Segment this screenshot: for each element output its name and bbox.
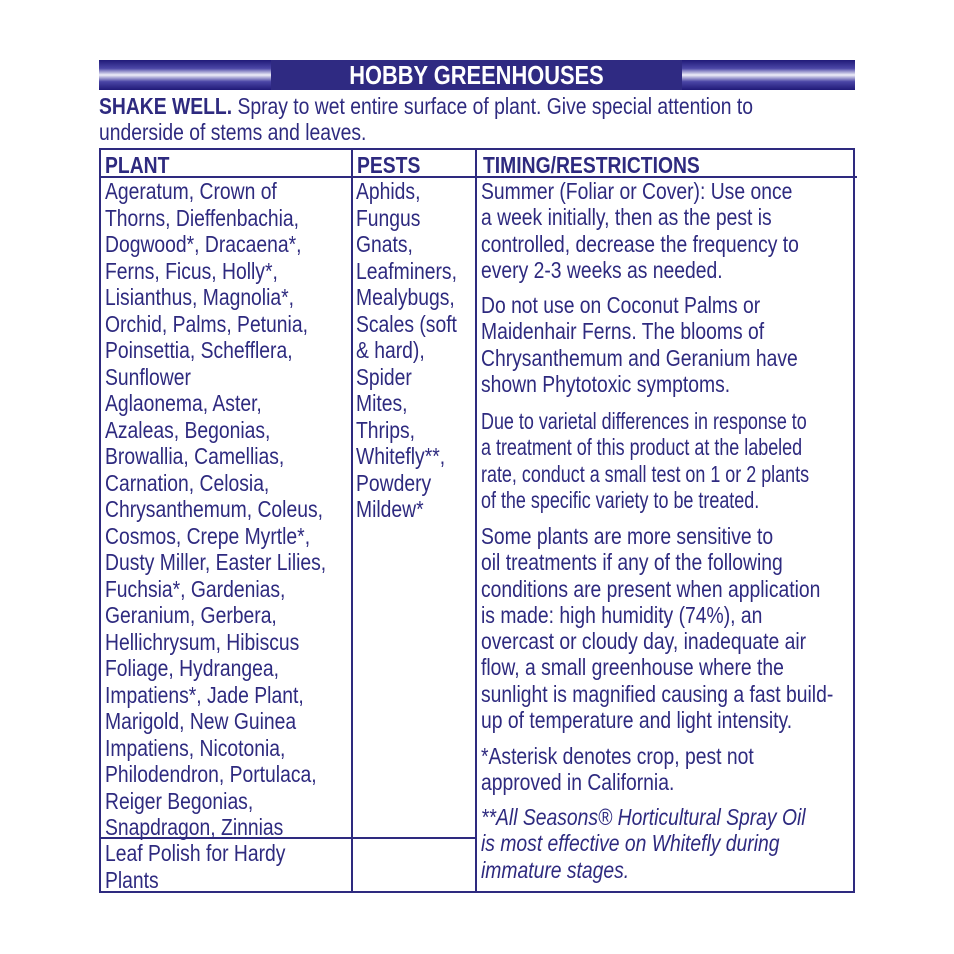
timing-line: oil treatments if any of the following	[481, 549, 783, 576]
plant-line: Impatiens, Nicotonia,	[105, 734, 286, 761]
plant-line: Philodendron, Portulaca,	[105, 761, 317, 787]
timing-line: up of temperature and light intensity.	[481, 707, 793, 734]
timing-line: Due to varietal differences in response to	[481, 408, 807, 434]
timing-line: overcast or cloudy day, inadequate air	[481, 628, 807, 655]
timing-line: *Asterisk denotes crop, pest not	[481, 743, 754, 769]
plant-line: Plants	[105, 866, 159, 893]
timing-line: rate, conduct a small test on 1 or 2 plants	[481, 460, 810, 487]
banner-bar-left	[99, 60, 271, 90]
timing-line: Chrysanthemum and Geranium have	[481, 344, 798, 371]
plant-line: Chrysanthemum, Coleus,	[105, 496, 323, 522]
plant-line: Marigold, New Guinea	[105, 708, 297, 734]
pests-cell	[356, 178, 476, 523]
pest-line: Mealybugs,	[356, 284, 455, 310]
timing-line: of the specific variety to be treated.	[481, 486, 760, 513]
pest-line: Mites,	[356, 390, 408, 416]
plant-line: Browallia, Camellias,	[105, 443, 285, 469]
plant-line: Dogwood*, Dracaena*,	[105, 231, 302, 257]
pest-line: Gnats,	[356, 231, 413, 257]
plants-cell	[105, 178, 368, 841]
timing-line: conditions are present when application	[481, 575, 821, 602]
timing-line: a week initially, then as the pest is	[481, 204, 772, 231]
plant-line: Hellichrysum, Hibiscus	[105, 628, 300, 655]
plant-line: Fuchsia*, Gardenias,	[105, 575, 286, 602]
intro-line-1: Spray to wet entire surface of plant. Give special attention to	[237, 93, 753, 119]
timing-line: Some plants are more sensitive to	[481, 523, 774, 549]
pest-line: Fungus	[356, 204, 421, 231]
timing-paragraph-3	[481, 408, 902, 513]
plant-line: Impatiens*, Jade Plant,	[105, 681, 304, 708]
section-banner	[99, 60, 855, 90]
banner-title: HOBBY GREENHOUSES	[271, 60, 682, 90]
plant-line: Ferns, Ficus, Holly*,	[105, 257, 278, 284]
plant-line: Sunflower	[105, 363, 191, 390]
timing-paragraph-5	[481, 743, 806, 796]
timing-paragraph-1	[481, 178, 859, 283]
timing-line: a treatment of this product at the labeled	[481, 434, 803, 461]
pest-line: Powdery	[356, 469, 432, 496]
intro-line-2: underside of stems and leaves.	[99, 119, 367, 145]
timing-line: sunlight is magnified causing a fast build-	[481, 680, 834, 707]
plant-line: Lisianthus, Magnolia*,	[105, 284, 295, 310]
banner-bar-right	[682, 60, 855, 90]
pest-line: Whitefly**,	[356, 443, 446, 469]
plant-line: Snapdragon, Zinnias	[105, 814, 284, 840]
timing-line: controlled, decrease the frequency to	[481, 230, 799, 257]
header-timing: TIMING/RESTRICTIONS	[483, 152, 700, 178]
plant-line: Aglaonema, Aster,	[105, 390, 262, 416]
intro-instructions	[99, 93, 855, 145]
timing-paragraph-2	[481, 292, 858, 397]
plant-line: Orchid, Palms, Petunia,	[105, 310, 308, 337]
pest-line: Mildew*	[356, 496, 424, 522]
plant-line: Reiger Begonias,	[105, 787, 254, 814]
timing-line: flow, a small greenhouse where the	[481, 654, 784, 681]
header-pests: PESTS	[357, 152, 421, 178]
pest-line: Scales (soft	[356, 310, 457, 337]
header-plant: PLANT	[105, 152, 170, 178]
plant-line: Azaleas, Begonias,	[105, 416, 271, 443]
timing-line: shown Phytotoxic symptoms.	[481, 370, 731, 397]
plant-line: Ageratum, Crown of	[105, 178, 277, 204]
pest-line: & hard),	[356, 337, 425, 363]
timing-line: is most effective on Whitefly during	[481, 830, 780, 857]
timing-line: **All Seasons® Horticultural Spray Oil	[481, 804, 806, 830]
plant-line: Carnation, Celosia,	[105, 469, 270, 496]
timing-paragraph-6	[481, 804, 867, 883]
timing-line: Maidenhair Ferns. The blooms of	[481, 318, 765, 345]
timing-line: every 2-3 weeks as needed.	[481, 256, 723, 283]
timing-line: approved in California.	[481, 769, 675, 796]
plant-line: Leaf Polish for Hardy	[105, 840, 286, 866]
pest-line: Thrips,	[356, 416, 416, 443]
timing-line: immature stages.	[481, 856, 630, 883]
plants-cell-leaf-polish	[105, 840, 320, 893]
plant-line: Poinsettia, Schefflera,	[105, 337, 293, 363]
intro-lead: SHAKE WELL.	[99, 93, 233, 119]
timing-line: Do not use on Coconut Palms or	[481, 292, 761, 318]
pest-line: Aphids,	[356, 178, 421, 204]
plant-line: Cosmos, Crepe Myrtle*,	[105, 522, 311, 549]
pest-line: Leafminers,	[356, 257, 457, 284]
timing-line: is made: high humidity (74%), an	[481, 601, 763, 628]
plant-line: Foliage, Hydrangea,	[105, 655, 279, 681]
plant-line: Thorns, Dieffenbachia,	[105, 204, 300, 231]
pest-line: Spider	[356, 363, 412, 390]
plant-line: Geranium, Gerbera,	[105, 602, 277, 628]
plant-line: Dusty Miller, Easter Lilies,	[105, 549, 327, 575]
timing-paragraph-4	[481, 523, 900, 733]
timing-line: Summer (Foliar or Cover): Use once	[481, 178, 793, 204]
application-table	[99, 148, 855, 893]
